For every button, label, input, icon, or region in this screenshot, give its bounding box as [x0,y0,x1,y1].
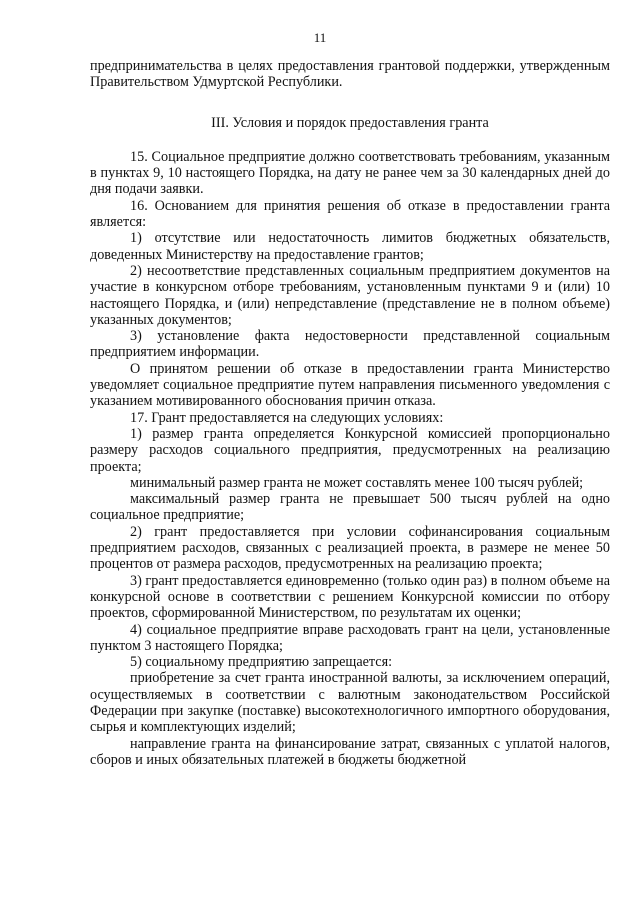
paragraph-16-notice: О принятом решении об отказе в предоставлении гранта Министерство уведомляет социальное предприятие путем направления письменного уведомления с указанием мотивированного обоснования причин отказа. [90,360,610,410]
paragraph-17-max: максимальный размер гранта не превышает 500 тысяч рублей на одно социальное предприятие; [90,491,610,524]
section-title: III. Условия и порядок предоставления гранта [211,114,489,131]
paragraph-17: 17. Грант предоставляется на следующих условиях: [130,409,444,426]
paragraph-17-item-1: 1) размер гранта определяется Конкурсной комиссией пропорционально размеру расходов социального предприятия, предусмотренных на реализацию проекта; [90,425,610,475]
paragraph-16-item-1: 1) отсутствие или недостаточность лимитов бюджетных обязательств, доведенных Министерству на предоставление грантов; [90,230,610,263]
paragraph-continuation: предпринимательства в целях предоставления грантовой поддержки, утвержденным Правительством Удмуртской Республики. [90,58,610,91]
paragraph-17-min: минимальный размер гранта не может составлять менее 100 тысяч рублей; [130,474,584,491]
page-number: 11 [313,30,327,45]
paragraph-16-item-2: 2) несоответствие представленных социальным предприятием документов на участие в конкурсном отборе требованиям, установленным пунктами 9 и (или) 10 настоящего Порядка, и (или) непредставление (представление не в полном объеме) указанных документов; [90,262,610,328]
paragraph-16: 16. Основанием для принятия решения об отказе в предоставлении гранта является: [90,197,610,231]
paragraph-17-item-5: 5) социальному предприятию запрещается: [130,654,393,671]
paragraph-17-item-2: 2) грант предоставляется при условии софинансирования социальным предприятием расходов, связанных с реализацией проекта, в размере не менее 50 процентов от размера расходов, предусмотренных на реализацию проекта; [90,523,610,573]
paragraph-17-item-3: 3) грант предоставляется единовременно (только один раз) в полном объеме на конкурсной основе в соответствии с решением Конкурсной комиссии по отбору проектов, сформированной Министерством, по результатам их оценки; [90,572,610,622]
paragraph-17-item-5b: направление гранта на финансирование затрат, связанных с уплатой налогов, сборов и иных обязательных платежей в бюджеты бюджетной [90,735,610,768]
paragraph-15: 15. Социальное предприятие должно соответствовать требованиям, указанным в пунктах 9, 10 настоящего Порядка, на дату не ранее чем за 30 календарных дней до дня подачи заявки. [90,148,610,198]
paragraph-17-item-4: 4) социальное предприятие вправе расходовать грант на цели, установленные пунктом 3 настоящего Порядка; [90,621,610,654]
paragraph-16-item-3: 3) установление факта недостоверности представленной социальным предприятием информации. [90,328,610,361]
document-body [90,58,610,768]
paragraph-17-item-5a: приобретение за счет гранта иностранной валюты, за исключением операций, осуществляемых в соответствии с валютным законодательством Российской Федерации при закупке (поставке) высокотехнологичного импортного оборудования, сырья и комплектующих изделий; [90,670,610,736]
